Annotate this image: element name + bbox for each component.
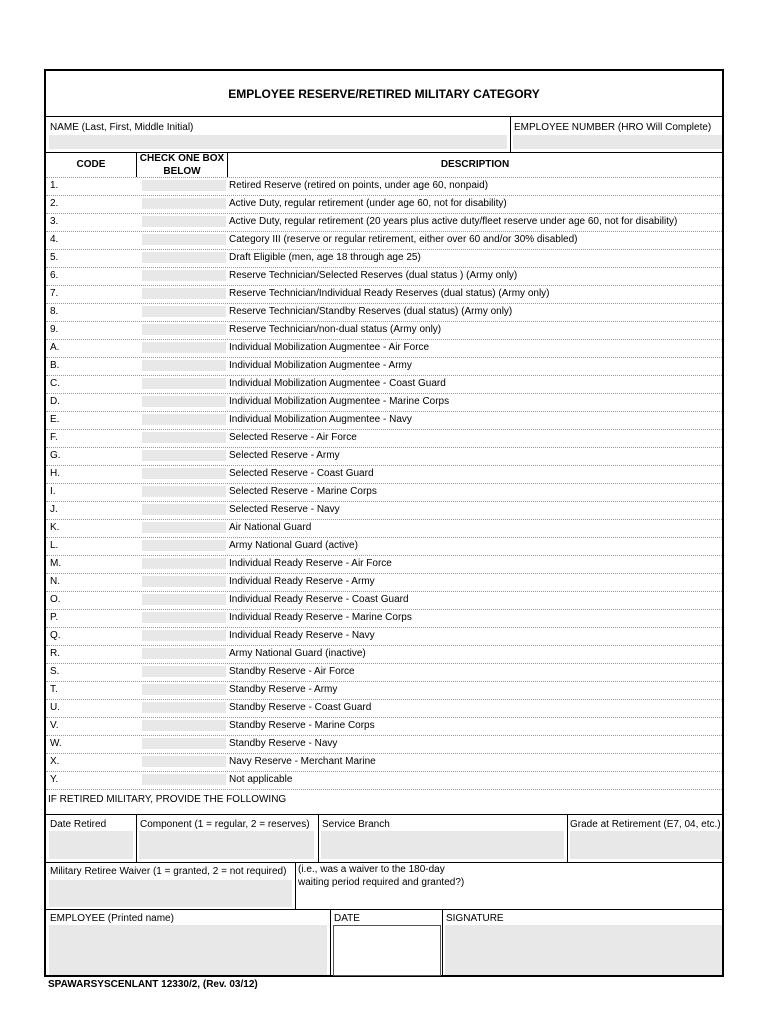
grade-field[interactable] xyxy=(570,831,722,859)
row-description: Active Duty, regular retirement (under age 60, not for disability) xyxy=(229,198,507,209)
employee-number-label: EMPLOYEE NUMBER (HRO Will Complete) xyxy=(514,122,712,133)
row-description: Retired Reserve (retired on points, under age 60, nonpaid) xyxy=(229,180,489,191)
table-row xyxy=(46,681,722,700)
row-description: Individual Mobilization Augmentee - Navy xyxy=(229,414,412,425)
table-row xyxy=(46,213,722,232)
row-description: Standby Reserve - Coast Guard xyxy=(229,702,372,713)
check-box[interactable] xyxy=(142,414,226,425)
table-row xyxy=(46,699,722,718)
grade-label: Grade at Retirement (E7, 04, etc.) xyxy=(570,819,721,830)
row-code: B. xyxy=(50,360,60,371)
check-box[interactable] xyxy=(142,306,226,317)
row-description: Individual Ready Reserve - Marine Corps xyxy=(229,612,412,623)
table-row xyxy=(46,537,722,556)
employee-number-field[interactable] xyxy=(513,135,722,149)
row-code: V. xyxy=(50,720,59,731)
check-box[interactable] xyxy=(142,432,226,443)
row-description: Navy Reserve - Merchant Marine xyxy=(229,756,376,767)
employee-reserve-form xyxy=(44,69,724,977)
row-description: Selected Reserve - Coast Guard xyxy=(229,468,374,479)
check-box[interactable] xyxy=(142,774,226,785)
table-row xyxy=(46,303,722,322)
check-box[interactable] xyxy=(142,288,226,299)
table-row xyxy=(46,663,722,682)
row-code: W. xyxy=(50,738,62,749)
field-divider xyxy=(567,814,568,862)
waiver-note-line1: (i.e., was a waiver to the 180-day xyxy=(298,864,445,875)
table-row xyxy=(46,501,722,520)
check-box[interactable] xyxy=(142,216,226,227)
table-row xyxy=(46,591,722,610)
check-box[interactable] xyxy=(142,180,226,191)
check-box[interactable] xyxy=(142,522,226,533)
row-description: Standby Reserve - Army xyxy=(229,684,338,695)
check-box[interactable] xyxy=(142,468,226,479)
row-description: Standby Reserve - Marine Corps xyxy=(229,720,375,731)
row-code: 6. xyxy=(50,270,59,281)
row-code: 7. xyxy=(50,288,59,299)
field-divider xyxy=(136,814,137,862)
table-row xyxy=(46,483,722,502)
row-code: N. xyxy=(50,576,60,587)
divider-line xyxy=(46,814,722,815)
check-header-line1: CHECK ONE BOX xyxy=(139,153,225,164)
row-code: Y. xyxy=(50,774,59,785)
row-code: I. xyxy=(50,486,56,497)
table-row xyxy=(46,339,722,358)
row-code: X. xyxy=(50,756,60,767)
row-code: 3. xyxy=(50,216,59,227)
check-box[interactable] xyxy=(142,198,226,209)
signature-field[interactable] xyxy=(445,925,722,975)
row-code: K. xyxy=(50,522,60,533)
check-box[interactable] xyxy=(142,594,226,605)
row-code: D. xyxy=(50,396,60,407)
check-box[interactable] xyxy=(142,234,226,245)
check-box[interactable] xyxy=(142,378,226,389)
row-description: Reserve Technician/Selected Reserves (dual status ) (Army only) xyxy=(229,270,518,281)
check-box[interactable] xyxy=(142,612,226,623)
waiver-field[interactable] xyxy=(49,880,292,907)
row-description: Draft Eligible (men, age 18 through age 25) xyxy=(229,252,421,263)
row-description: Individual Ready Reserve - Army xyxy=(229,576,375,587)
component-field[interactable] xyxy=(139,831,314,859)
row-code: R. xyxy=(50,648,60,659)
row-code: M. xyxy=(50,558,62,569)
check-box[interactable] xyxy=(142,324,226,335)
check-box[interactable] xyxy=(142,540,226,551)
date-field[interactable] xyxy=(333,925,441,976)
signature-label: SIGNATURE xyxy=(446,913,504,924)
row-description: Reserve Technician/non-dual status (Army only) xyxy=(229,324,442,335)
row-code: 4. xyxy=(50,234,59,245)
row-description: Selected Reserve - Air Force xyxy=(229,432,357,443)
check-box[interactable] xyxy=(142,630,226,641)
date-label: DATE xyxy=(334,913,360,924)
table-row xyxy=(46,645,722,664)
row-description: Active Duty, regular retirement (20 years plus active duty/fleet reserve under age 60, not for disability) xyxy=(229,216,678,227)
row-code: 8. xyxy=(50,306,59,317)
table-row xyxy=(46,519,722,538)
row-code: 2. xyxy=(50,198,59,209)
table-row xyxy=(46,249,722,268)
table-row xyxy=(46,429,722,448)
date-retired-field[interactable] xyxy=(49,831,133,859)
row-code: A. xyxy=(50,342,60,353)
check-box[interactable] xyxy=(142,360,226,371)
waiver-label: Military Retiree Waiver (1 = granted, 2 = not required) xyxy=(50,866,287,877)
row-description: Individual Ready Reserve - Air Force xyxy=(229,558,392,569)
component-label: Component (1 = regular, 2 = reserves) xyxy=(140,819,310,830)
table-row xyxy=(46,573,722,592)
check-box[interactable] xyxy=(142,396,226,407)
table-row xyxy=(46,267,722,286)
check-box[interactable] xyxy=(142,576,226,587)
field-divider xyxy=(330,909,331,977)
row-code: S. xyxy=(50,666,60,677)
field-divider xyxy=(295,862,296,909)
row-code: Q. xyxy=(50,630,61,641)
table-row xyxy=(46,735,722,754)
row-code: U. xyxy=(50,702,60,713)
check-box[interactable] xyxy=(142,450,226,461)
date-retired-label: Date Retired xyxy=(50,819,107,830)
name-field[interactable] xyxy=(49,135,507,149)
name-divider xyxy=(510,116,511,152)
table-row xyxy=(46,753,722,772)
employee-name-label: EMPLOYEE (Printed name) xyxy=(50,913,174,924)
check-box[interactable] xyxy=(142,504,226,515)
check-box[interactable] xyxy=(142,738,226,749)
check-box[interactable] xyxy=(142,486,226,497)
row-description: Army National Guard (inactive) xyxy=(229,648,366,659)
table-row xyxy=(46,555,722,574)
check-box[interactable] xyxy=(142,558,226,569)
form-title: EMPLOYEE RESERVE/RETIRED MILITARY CATEGORY xyxy=(46,71,722,117)
row-code: H. xyxy=(50,468,60,479)
check-box[interactable] xyxy=(142,684,226,695)
row-code: F. xyxy=(50,432,58,443)
row-description: Selected Reserve - Army xyxy=(229,450,340,461)
row-description: Individual Mobilization Augmentee - Air Force xyxy=(229,342,430,353)
retired-section-label: IF RETIRED MILITARY, PROVIDE THE FOLLOWING xyxy=(48,794,287,805)
row-description: Reserve Technician/Standby Reserves (dual status) (Army only) xyxy=(229,306,513,317)
row-code: 1. xyxy=(50,180,59,191)
row-description: Individual Ready Reserve - Navy xyxy=(229,630,375,641)
check-box[interactable] xyxy=(142,702,226,713)
check-header-line2: BELOW xyxy=(163,166,201,177)
row-description: Individual Ready Reserve - Coast Guard xyxy=(229,594,409,605)
table-row xyxy=(46,717,722,736)
table-row xyxy=(46,627,722,646)
table-row xyxy=(46,447,722,466)
row-code: L. xyxy=(50,540,59,551)
row-code: J. xyxy=(50,504,58,515)
table-row xyxy=(46,195,722,214)
row-code: G. xyxy=(50,450,61,461)
check-box[interactable] xyxy=(142,756,226,767)
row-code: C. xyxy=(50,378,60,389)
row-code: E. xyxy=(50,414,60,425)
code-header: CODE xyxy=(76,159,106,170)
check-box[interactable] xyxy=(142,270,226,281)
row-description: Category III (reserve or regular retirement, either over 60 and/or 30% disabled) xyxy=(229,234,578,245)
row-code: T. xyxy=(50,684,58,695)
row-description: Individual Mobilization Augmentee - Marine Corps xyxy=(229,396,450,407)
description-header: DESCRIPTION xyxy=(440,159,510,170)
check-box[interactable] xyxy=(142,720,226,731)
row-description: Reserve Technician/Individual Ready Reserves (dual status) (Army only) xyxy=(229,288,550,299)
row-description: Air National Guard xyxy=(229,522,312,533)
row-description: Selected Reserve - Navy xyxy=(229,504,340,515)
check-box[interactable] xyxy=(142,252,226,263)
divider-line xyxy=(46,862,722,863)
table-row xyxy=(46,411,722,430)
table-row xyxy=(46,321,722,340)
row-code: 9. xyxy=(50,324,59,335)
table-row xyxy=(46,393,722,412)
check-box[interactable] xyxy=(142,648,226,659)
table-row xyxy=(46,609,722,628)
name-label: NAME (Last, First, Middle Initial) xyxy=(50,122,194,133)
service-branch-label: Service Branch xyxy=(322,819,390,830)
table-row xyxy=(46,771,722,790)
divider-line xyxy=(46,909,722,910)
check-box[interactable] xyxy=(142,666,226,677)
row-description: Individual Mobilization Augmentee - Army xyxy=(229,360,412,371)
form-number-footer: SPAWARSYSCENLANT 12330/2, (Rev. 03/12) xyxy=(48,979,258,990)
table-row xyxy=(46,285,722,304)
waiver-note-line2: waiting period required and granted?) xyxy=(298,877,465,888)
table-row xyxy=(46,357,722,376)
field-divider xyxy=(318,814,319,862)
row-description: Army National Guard (active) xyxy=(229,540,358,551)
row-description: Standby Reserve - Navy xyxy=(229,738,338,749)
row-description: Individual Mobilization Augmentee - Coast Guard xyxy=(229,378,446,389)
row-description: Selected Reserve - Marine Corps xyxy=(229,486,377,497)
field-divider xyxy=(442,909,443,977)
row-description: Standby Reserve - Air Force xyxy=(229,666,355,677)
row-code: O. xyxy=(50,594,61,605)
table-row xyxy=(46,177,722,196)
employee-name-field[interactable] xyxy=(49,925,327,975)
row-code: P. xyxy=(50,612,59,623)
service-branch-field[interactable] xyxy=(321,831,564,859)
check-box[interactable] xyxy=(142,342,226,353)
row-description: Not applicable xyxy=(229,774,293,785)
row-code: 5. xyxy=(50,252,59,263)
table-row xyxy=(46,375,722,394)
table-row xyxy=(46,465,722,484)
table-row xyxy=(46,231,722,250)
